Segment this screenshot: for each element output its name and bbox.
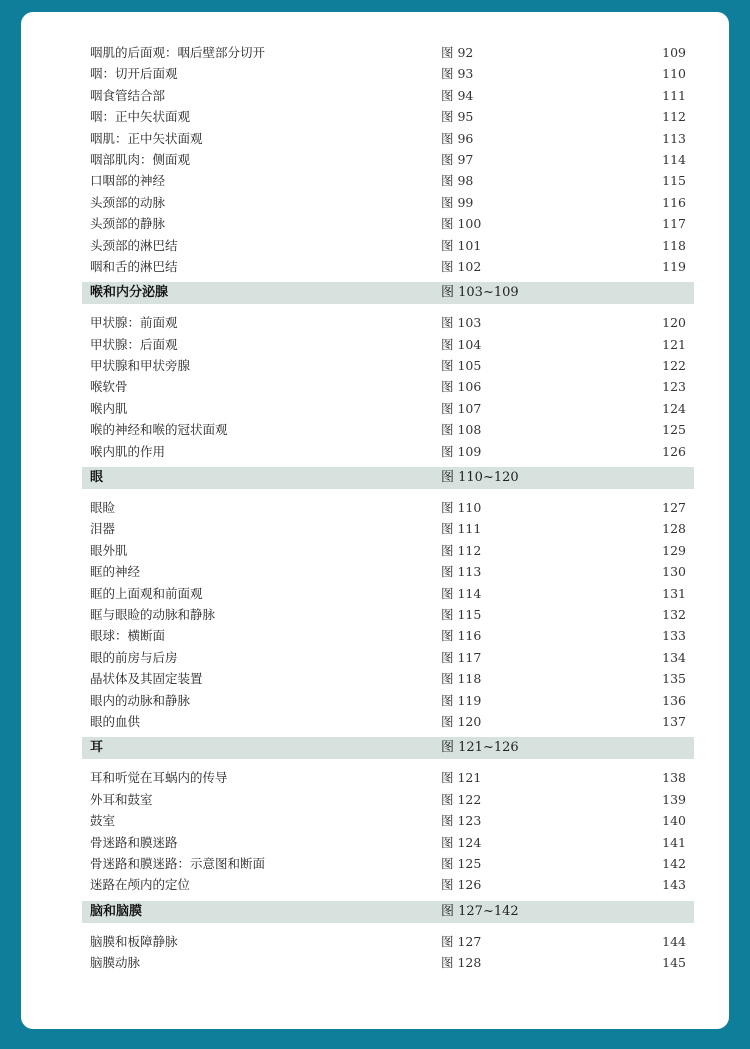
toc-entry[interactable] — [82, 583, 694, 604]
entry-title: 泪器 — [90, 521, 116, 537]
toc-entry[interactable] — [82, 192, 694, 213]
entry-figure-number: 图 93 — [441, 66, 474, 82]
entry-figure-number: 图 116 — [441, 628, 482, 644]
entry-page-number: 115 — [662, 173, 686, 189]
section-header — [82, 282, 694, 304]
entry-title: 咽肌的后面观：咽后壁部分切开 — [90, 45, 266, 60]
entry-figure-number: 图 108 — [441, 422, 482, 438]
entry-figure-number: 图 110 — [441, 500, 482, 516]
entry-page-number: 129 — [662, 542, 686, 558]
entry-figure-number: 图 107 — [441, 400, 482, 416]
entry-page-number: 136 — [662, 692, 686, 708]
toc-entry[interactable] — [82, 398, 694, 419]
entry-title: 头颈部的动脉 — [90, 194, 166, 210]
entry-title: 甲状腺和甲状旁腺 — [90, 358, 191, 374]
entry-title: 眼球：横断面 — [90, 628, 166, 644]
toc-entry[interactable] — [82, 789, 694, 810]
toc-entry[interactable] — [82, 170, 694, 191]
entry-page-number: 122 — [662, 358, 686, 374]
entry-figure-number: 图 105 — [441, 358, 482, 374]
entry-title: 外耳和鼓室 — [90, 791, 153, 807]
entry-page-number: 114 — [662, 151, 686, 167]
section-title: 脑和脑膜 — [90, 903, 143, 919]
entry-title: 咽：切开后面观 — [90, 66, 178, 82]
toc-entry[interactable] — [82, 561, 694, 582]
entry-figure-number: 图 124 — [441, 834, 482, 850]
entry-page-number: 118 — [662, 237, 686, 253]
entry-title: 耳和听觉在耳蜗内的传导 — [90, 770, 228, 786]
toc-entry[interactable] — [82, 419, 694, 440]
section-header — [82, 737, 694, 759]
entry-figure-number: 图 112 — [441, 542, 482, 558]
entry-figure-number: 图 97 — [441, 151, 474, 167]
entry-title: 头颈部的静脉 — [90, 216, 166, 232]
entry-title: 口咽部的神经 — [90, 173, 166, 189]
toc-entry[interactable] — [82, 604, 694, 625]
entry-figure-number: 图 117 — [441, 649, 482, 665]
toc-entry[interactable] — [82, 668, 694, 689]
entry-page-number: 126 — [662, 443, 686, 459]
entry-page-number: 124 — [662, 400, 686, 416]
entry-figure-number: 图 121 — [441, 770, 482, 786]
section-figure-range: 图 121~126 — [441, 740, 519, 756]
entry-page-number: 113 — [662, 130, 686, 146]
entry-figure-number: 图 113 — [441, 564, 482, 580]
entry-page-number: 134 — [662, 649, 686, 665]
section-figure-range: 图 103~109 — [441, 285, 519, 301]
entry-page-number: 145 — [662, 955, 686, 971]
entry-page-number: 120 — [662, 315, 686, 331]
entry-figure-number: 图 127 — [441, 933, 482, 949]
toc-entry[interactable] — [82, 540, 694, 561]
toc-entry[interactable] — [82, 952, 694, 973]
entry-title: 眼睑 — [90, 500, 116, 516]
entry-page-number: 110 — [662, 66, 686, 82]
table-of-contents — [82, 42, 694, 973]
entry-figure-number: 图 122 — [441, 791, 482, 807]
toc-entry[interactable] — [82, 213, 694, 234]
section-title: 喉和内分泌腺 — [90, 285, 169, 301]
entry-page-number: 130 — [662, 564, 686, 580]
section-title: 耳 — [90, 740, 104, 756]
entry-figure-number: 图 94 — [441, 87, 474, 103]
entry-figure-number: 图 115 — [441, 606, 482, 622]
toc-entry[interactable] — [82, 376, 694, 397]
entry-title: 喉软骨 — [90, 379, 128, 395]
entry-title: 眼内的动脉和静脉 — [90, 692, 191, 708]
toc-entry[interactable] — [82, 690, 694, 711]
section-title: 眼 — [90, 470, 104, 486]
entry-figure-number: 图 125 — [441, 855, 482, 871]
entry-page-number: 142 — [662, 855, 686, 871]
entry-title: 眶的上面观和前面观 — [90, 585, 203, 601]
toc-entry[interactable] — [82, 853, 694, 874]
entry-figure-number: 图 126 — [441, 877, 482, 893]
entry-figure-number: 图 102 — [441, 258, 482, 274]
section-figure-range: 图 110~120 — [441, 470, 519, 486]
entry-figure-number: 图 99 — [441, 194, 474, 210]
entry-title: 眼的前房与后房 — [90, 649, 178, 665]
section-header — [82, 901, 694, 923]
entry-title: 咽：正中矢状面观 — [90, 109, 191, 125]
entry-figure-number: 图 96 — [441, 130, 474, 146]
toc-entry[interactable] — [82, 767, 694, 788]
entry-title: 眼外肌 — [90, 542, 128, 558]
toc-entry[interactable] — [82, 874, 694, 895]
entry-title: 咽食管结合部 — [90, 87, 166, 103]
document-page — [21, 12, 729, 1029]
entry-page-number: 137 — [662, 713, 686, 729]
entry-title: 脑膜动脉 — [90, 955, 141, 971]
toc-entry[interactable] — [82, 149, 694, 170]
toc-entry[interactable] — [82, 647, 694, 668]
entry-title: 眶的神经 — [90, 564, 141, 580]
toc-entry[interactable] — [82, 931, 694, 952]
entry-page-number: 128 — [662, 521, 686, 537]
entry-figure-number: 图 103 — [441, 315, 482, 331]
entry-figure-number: 图 104 — [441, 336, 482, 352]
toc-entry[interactable] — [82, 355, 694, 376]
entry-page-number: 133 — [662, 628, 686, 644]
entry-page-number: 112 — [662, 109, 686, 125]
toc-entry[interactable] — [82, 810, 694, 831]
entry-page-number: 143 — [662, 877, 686, 893]
toc-entry[interactable] — [82, 711, 694, 732]
entry-page-number: 132 — [662, 606, 686, 622]
entry-page-number: 127 — [662, 500, 686, 516]
entry-title: 咽和舌的淋巴结 — [90, 258, 178, 274]
entry-figure-number: 图 106 — [441, 379, 482, 395]
entry-figure-number: 图 114 — [441, 585, 482, 601]
entry-figure-number: 图 101 — [441, 237, 482, 253]
toc-entry[interactable] — [82, 625, 694, 646]
section-figure-range: 图 127~142 — [441, 903, 519, 919]
toc-entry[interactable] — [82, 106, 694, 127]
toc-entry[interactable] — [82, 441, 694, 462]
entry-title: 骨迷路和膜迷路 — [90, 834, 178, 850]
entry-figure-number: 图 128 — [441, 955, 482, 971]
toc-entry[interactable] — [82, 497, 694, 518]
toc-entry[interactable] — [82, 42, 694, 63]
entry-figure-number: 图 95 — [441, 109, 474, 125]
entry-title: 甲状腺：前面观 — [90, 315, 178, 331]
entry-page-number: 140 — [662, 813, 686, 829]
entry-title: 喉的神经和喉的冠状面观 — [90, 422, 228, 438]
toc-entry[interactable] — [82, 235, 694, 256]
entry-title: 喉内肌的作用 — [90, 443, 166, 459]
entry-page-number: 141 — [662, 834, 686, 850]
toc-entry[interactable] — [82, 334, 694, 355]
entry-title: 眶与眼睑的动脉和静脉 — [90, 606, 216, 622]
entry-title: 骨迷路和膜迷路：示意图和断面 — [90, 855, 266, 871]
entry-title: 咽肌：正中矢状面观 — [90, 130, 203, 146]
toc-entry[interactable] — [82, 63, 694, 84]
entry-figure-number: 图 118 — [441, 671, 482, 687]
entry-page-number: 125 — [662, 422, 686, 438]
toc-entry[interactable] — [82, 128, 694, 149]
entry-page-number: 144 — [662, 933, 686, 949]
toc-entry[interactable] — [82, 832, 694, 853]
entry-title: 眼的血供 — [90, 713, 141, 729]
entry-title: 脑膜和板障静脉 — [90, 933, 178, 949]
entry-title: 鼓室 — [90, 813, 116, 829]
section-header — [82, 467, 694, 489]
entry-page-number: 123 — [662, 379, 686, 395]
toc-entry[interactable] — [82, 256, 694, 277]
entry-title: 头颈部的淋巴结 — [90, 237, 178, 253]
toc-entry[interactable] — [82, 518, 694, 539]
entry-figure-number: 图 109 — [441, 443, 482, 459]
entry-page-number: 117 — [662, 216, 686, 232]
entry-page-number: 139 — [662, 791, 686, 807]
entry-page-number: 116 — [662, 194, 686, 210]
entry-figure-number: 图 120 — [441, 713, 482, 729]
entry-page-number: 138 — [662, 770, 686, 786]
entry-page-number: 131 — [662, 585, 686, 601]
entry-title: 甲状腺：后面观 — [90, 336, 178, 352]
entry-page-number: 121 — [662, 336, 686, 352]
entry-page-number: 109 — [662, 45, 686, 60]
entry-page-number: 119 — [662, 258, 686, 274]
entry-page-number: 135 — [662, 671, 686, 687]
entry-figure-number: 图 100 — [441, 216, 482, 232]
entry-title: 晶状体及其固定装置 — [90, 671, 203, 687]
entry-title: 咽部肌肉：侧面观 — [90, 151, 191, 167]
toc-entry[interactable] — [82, 312, 694, 333]
entry-figure-number: 图 92 — [441, 45, 474, 60]
entry-title: 喉内肌 — [90, 400, 128, 416]
entry-figure-number: 图 111 — [441, 521, 482, 537]
entry-figure-number: 图 98 — [441, 173, 474, 189]
toc-entry[interactable] — [82, 85, 694, 106]
entry-figure-number: 图 119 — [441, 692, 482, 708]
entry-page-number: 111 — [662, 87, 686, 103]
entry-figure-number: 图 123 — [441, 813, 482, 829]
entry-title: 迷路在颅内的定位 — [90, 877, 191, 893]
